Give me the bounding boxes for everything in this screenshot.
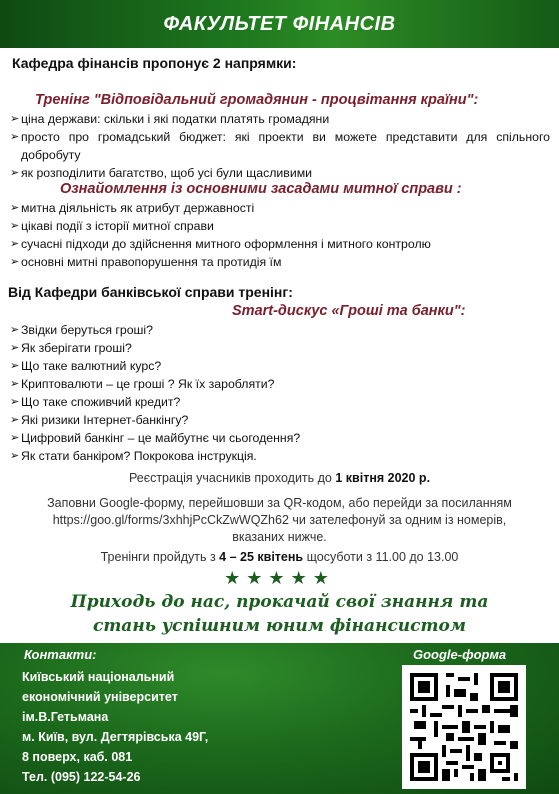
list-item: ➢ Як стати банкіром? Покрокова інструкція. [10, 449, 257, 463]
list-item: ➢ Які ризики Інтернет-банкінгу? [10, 413, 189, 427]
schedule-dates: 4 – 25 квітень [219, 550, 304, 564]
list-item: ➢ Звідки беруться гроші? [10, 323, 153, 337]
list-item: ➢ ціна держави: скільки і які податки платять громадяни [10, 112, 330, 126]
footer-contacts [0, 643, 559, 794]
list-item: ➢ Цифровий банкінг – це майбутнє чи сьогодення? [10, 431, 301, 445]
contacts-title: Контакти: [24, 647, 97, 662]
arrow-bullet-icon: ➢ [10, 432, 20, 444]
arrow-bullet-icon: ➢ [10, 414, 20, 426]
schedule-note: Тренінги пройдуть з 4 – 25 квітень щосуботи з 11.00 до 13.00 [100, 550, 459, 564]
contact-details: Київський національний економічний університет ім.В.Гетьмана м. Київ, вул. Дегтярівська 49Г, 8 поверх, каб. 081 Тел. (095) 122-54-26 [22, 670, 209, 784]
section-title-banking: Smart-дискус «Гроші та банки": [232, 303, 466, 319]
arrow-bullet-icon: ➢ [10, 360, 20, 372]
arrow-bullet-icon: ➢ [10, 238, 20, 250]
arrow-bullet-icon: ➢ [10, 342, 20, 354]
section-title-customs: Ознайомлення із основними засадами митної справи : [60, 181, 462, 197]
qr-code-icon [410, 673, 518, 781]
section-title-citizen: Тренінг "Відповідальний громадянин - процвітання країни": [35, 92, 479, 108]
registration-deadline: 1 квітня 2020 р. [335, 471, 431, 485]
arrow-bullet-icon: ➢ [10, 202, 20, 214]
arrow-bullet-icon: ➢ [10, 220, 20, 232]
slogan: Приходь до нас, прокачай свої знання та стань успішним юним фінансистом [70, 592, 489, 636]
list-item: ➢ Як зберігати гроші? [10, 341, 132, 355]
list-item: ➢ Що таке валютний курс? [10, 359, 162, 373]
list-banking [10, 321, 300, 465]
arrow-bullet-icon: ➢ [10, 131, 20, 143]
form-instructions: Заповни Google-форму, перейшовши за QR-кодом, або перейди за посиланням https://goo.gl/forms/3xhhjPcCkZwWQZh62 чи зателефонуй за одним із номерів, вказаних нижче. [47, 496, 512, 544]
intro-text: Кафедра фінансів пропонує 2 напрямки: [12, 55, 297, 71]
list-item: ➢ Криптовалюти – це гроші ? Як їх заробляти? [10, 377, 275, 391]
list-customs [10, 199, 431, 271]
list-item: ➢ Що таке споживчий кредит? [10, 395, 181, 409]
arrow-bullet-icon: ➢ [10, 378, 20, 390]
list-item: ➢ митна діяльність як атрибут державності [10, 201, 255, 215]
list-item: ➢ основні митні правопорушення та протидія їм [10, 255, 282, 269]
list-item: ➢ просто про громадський бюджет: які проекти ви можете представити для спільного добробуту [10, 130, 550, 162]
header-bar [0, 0, 559, 48]
list-item: ➢ цікаві події з історії митної справи [10, 219, 214, 233]
arrow-bullet-icon: ➢ [10, 167, 20, 179]
list-item: ➢ як розподілити багатство, щоб усі були щасливими [10, 166, 313, 180]
banking-heading: Від Кафедри банківської справи тренінг: [8, 284, 293, 300]
arrow-bullet-icon: ➢ [10, 324, 20, 336]
arrow-bullet-icon: ➢ [10, 396, 20, 408]
arrow-bullet-icon: ➢ [10, 113, 20, 125]
list-item: ➢ сучасні підходи до здійснення митного оформлення і митного контролю [10, 237, 431, 251]
qr-title: Google-форма [413, 647, 507, 662]
arrow-bullet-icon: ➢ [10, 450, 20, 462]
arrow-bullet-icon: ➢ [10, 256, 20, 268]
stars-icon: ★★★★★ [224, 568, 335, 588]
qr-code[interactable] [402, 665, 526, 789]
list-citizen [10, 110, 550, 182]
registration-note: Реєстрація учасників проходить до 1 квітня 2020 р. [128, 471, 431, 485]
page-title: ФАКУЛЬТЕТ ФІНАНСІВ [163, 12, 396, 35]
